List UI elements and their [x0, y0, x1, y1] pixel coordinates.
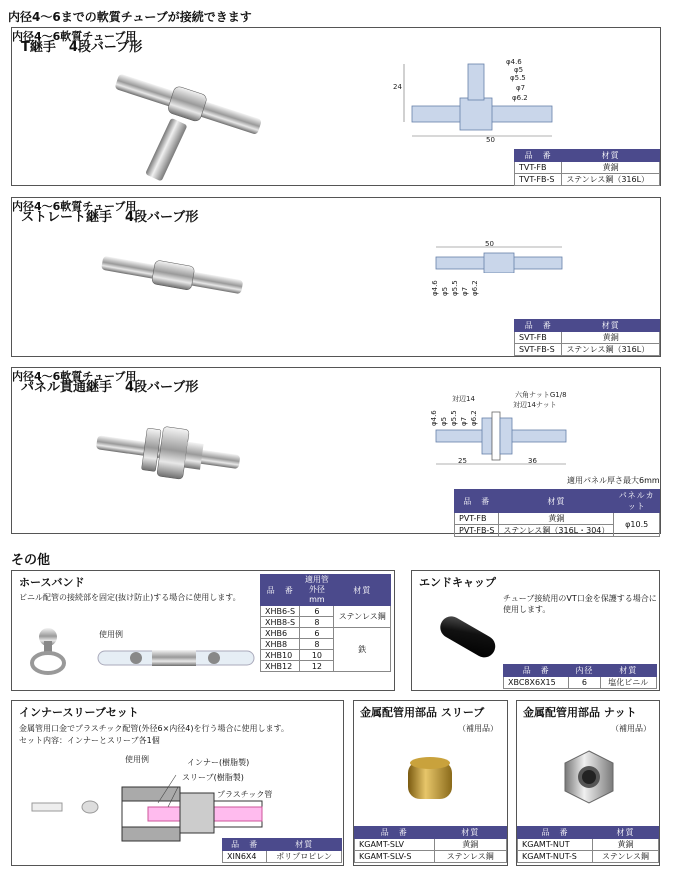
- table-cell: PVT-FB-S: [455, 525, 499, 537]
- col-header: 品 番: [515, 320, 562, 332]
- col-header: パネルカット: [614, 490, 660, 513]
- dim-label: 対辺14: [452, 395, 475, 403]
- other-title: その他: [11, 553, 51, 568]
- sleeve-photo: [400, 749, 460, 809]
- table-cell: 鉄: [334, 628, 391, 672]
- table-cell: 8: [300, 617, 334, 628]
- col-header: 材質: [593, 827, 659, 839]
- nut-photo: [557, 745, 621, 809]
- usage-label: 使用例: [125, 755, 149, 764]
- col-header: 材質: [334, 575, 391, 606]
- table-cell: PVT-FB: [455, 513, 499, 525]
- table-cell: KGAMT-SLV-S: [355, 851, 435, 863]
- inner-label: インナー(樹脂製): [187, 758, 250, 767]
- panel-joint-section: [11, 367, 661, 534]
- table-cell: KGAMT-SLV: [355, 839, 435, 851]
- section-title: インナースリーブセット: [19, 706, 139, 719]
- table-row: [515, 162, 660, 174]
- dim-label: φ6.2: [471, 280, 479, 296]
- panel-joint-photo: [92, 423, 242, 483]
- table-row: [261, 628, 391, 639]
- table-cell: 8: [300, 639, 334, 650]
- section-title: ストレート継手 4段バーブ形: [21, 210, 199, 225]
- hoseband-usage-drawing: [96, 641, 256, 675]
- table-row: [515, 332, 660, 344]
- dim-label: 六角ナットG1/8: [515, 391, 567, 399]
- col-header: 品 番: [261, 575, 300, 606]
- dim-label: φ6.2: [512, 94, 528, 102]
- table-cell: 黄銅: [499, 513, 614, 525]
- dim-label: φ6.2: [470, 410, 478, 426]
- table-cell: XHB6: [261, 628, 300, 639]
- col-header: 材質: [600, 665, 657, 677]
- dim-label: φ7: [516, 84, 526, 92]
- col-header: 内径: [569, 665, 600, 677]
- tube-label: プラスチック管: [217, 790, 273, 799]
- table-cell: φ10.5: [614, 513, 660, 537]
- endcap-desc: チューブ接続用のVT口金を保護する場合に使用します。: [503, 594, 657, 614]
- spec-table: [222, 838, 342, 863]
- dim-label: φ5: [441, 286, 449, 296]
- table-cell: 6: [569, 677, 600, 689]
- innersleeve-section: [11, 700, 344, 866]
- spec-table: [454, 489, 660, 537]
- dim-label: φ5.5: [510, 74, 526, 82]
- dim-label: φ4.6: [430, 410, 438, 426]
- table-cell: 黄銅: [434, 839, 506, 851]
- dim-label: 50: [485, 240, 494, 248]
- table-cell: ステンレス鋼（316L・304）: [499, 525, 614, 537]
- table-cell: SVT-FB: [515, 332, 562, 344]
- table-cell: XHB12: [261, 661, 300, 672]
- dim-label: φ7: [461, 286, 469, 296]
- col-header: 材質: [267, 839, 342, 851]
- endcap-section: [411, 570, 660, 691]
- spec-table: [260, 574, 391, 672]
- table-cell: TVT-FB: [515, 162, 562, 174]
- col-header: 材質: [499, 490, 614, 513]
- sleeve-section: [353, 700, 508, 866]
- table-row: [261, 606, 391, 617]
- section-title: 金属配管用部品 スリーブ: [360, 706, 485, 719]
- table-cell: ステンレス鋼（316L）: [562, 174, 660, 186]
- table-cell: XBC8X6X15: [504, 677, 569, 689]
- t-joint-photo: [107, 68, 267, 193]
- table-cell: 12: [300, 661, 334, 672]
- dim-label: 24: [393, 83, 402, 91]
- table-cell: 6: [300, 606, 334, 617]
- spare-note: （補用品）: [458, 724, 498, 733]
- table-row: [518, 851, 659, 863]
- table-row: [518, 839, 659, 851]
- spec-table: [517, 826, 659, 863]
- dim-label: φ5.5: [450, 410, 458, 426]
- usage-label: 使用例: [99, 630, 123, 639]
- table-cell: XIN6X4: [223, 851, 267, 863]
- dim-label: 50: [486, 136, 495, 144]
- spare-note: （補用品）: [611, 724, 651, 733]
- table-cell: 黄銅: [593, 839, 659, 851]
- dim-label: φ4.6: [506, 58, 522, 66]
- col-header: 品 番: [455, 490, 499, 513]
- spec-table: [514, 319, 660, 356]
- spec-table: [354, 826, 507, 863]
- table-cell: ステンレス鋼（316L）: [562, 344, 660, 356]
- panel-note: 適用パネル厚さ最大6mm: [567, 476, 660, 485]
- t-joint-section: [11, 27, 661, 186]
- dim-label: φ5: [440, 416, 448, 426]
- col-header: 材質: [434, 827, 506, 839]
- hoseband-section: [11, 570, 395, 691]
- table-cell: XHB6-S: [261, 606, 300, 617]
- table-cell: ステンレス鋼: [434, 851, 506, 863]
- sleeve-label: スリーブ(樹脂製): [182, 773, 244, 782]
- nut-section: [516, 700, 660, 866]
- dim-label: φ4.6: [431, 280, 439, 296]
- drawing-title: 内径4～6軟質チューブ用: [12, 30, 137, 43]
- hoseband-desc: ビニル配管の接続部を固定(抜け防止)する場合に使用します。: [19, 593, 241, 602]
- table-cell: KGAMT-NUT: [518, 839, 593, 851]
- table-cell: 10: [300, 650, 334, 661]
- col-header: 品 番: [223, 839, 267, 851]
- table-cell: ステンレス鋼: [334, 606, 391, 628]
- spec-table: [503, 664, 657, 689]
- table-cell: 塩化ビニル: [600, 677, 657, 689]
- col-header: 適用管外径mm: [300, 575, 334, 606]
- table-cell: 6: [300, 628, 334, 639]
- t-joint-drawing: [402, 58, 562, 148]
- section-title: エンドキャップ: [419, 576, 496, 589]
- dim-label: φ5: [514, 66, 524, 74]
- spec-table: [514, 149, 660, 186]
- dim-label: 36: [528, 457, 537, 465]
- table-row: [515, 344, 660, 356]
- hoseband-photo: [26, 623, 76, 683]
- section-title: 金属配管用部品 ナット: [523, 706, 637, 719]
- section-title: パネル貫通継手 4段バーブ形: [21, 380, 199, 395]
- drawing-title: 内径4～6軟質チューブ用: [12, 370, 137, 383]
- dim-label: 対辺14ナット: [513, 401, 557, 409]
- drawing-title: 内径4～6軟質チューブ用: [12, 200, 137, 213]
- col-header: 品 番: [515, 150, 562, 162]
- section-title: T継手 4段バーブ形: [21, 40, 143, 55]
- dim-label: 25: [458, 457, 467, 465]
- table-cell: XHB8-S: [261, 617, 300, 628]
- table-row: [515, 174, 660, 186]
- table-row: [455, 513, 660, 525]
- page-title: 内径4～6までの軟質チューブが接続できます: [8, 10, 252, 24]
- table-cell: 黄銅: [562, 332, 660, 344]
- innersleeve-desc: 金属管用口金でプラスチック配管(外径6×内径4)を行う場合に使用します。: [19, 724, 289, 733]
- table-row: [355, 839, 507, 851]
- table-cell: 黄銅: [562, 162, 660, 174]
- table-cell: XHB10: [261, 650, 300, 661]
- col-header: 品 番: [518, 827, 593, 839]
- straight-joint-section: [11, 197, 661, 357]
- table-cell: ステンレス鋼: [593, 851, 659, 863]
- table-cell: XHB8: [261, 639, 300, 650]
- table-row: [504, 677, 657, 689]
- straight-joint-photo: [97, 256, 247, 296]
- innersleeve-contents: セット内容：インナーとスリーブ各1個: [19, 736, 160, 745]
- table-cell: ポリプロピレン: [267, 851, 342, 863]
- table-row: [355, 851, 507, 863]
- col-header: 材質: [562, 150, 660, 162]
- table-cell: KGAMT-NUT-S: [518, 851, 593, 863]
- col-header: 材質: [562, 320, 660, 332]
- table-cell: TVT-FB-S: [515, 174, 562, 186]
- table-row: [223, 851, 342, 863]
- col-header: 品 番: [504, 665, 569, 677]
- table-cell: SVT-FB-S: [515, 344, 562, 356]
- dim-label: φ7: [460, 416, 468, 426]
- dim-label: φ5.5: [451, 280, 459, 296]
- straight-joint-drawing: [432, 243, 572, 273]
- section-title: ホースバンド: [19, 576, 85, 589]
- col-header: 品 番: [355, 827, 435, 839]
- endcap-photo: [430, 611, 510, 663]
